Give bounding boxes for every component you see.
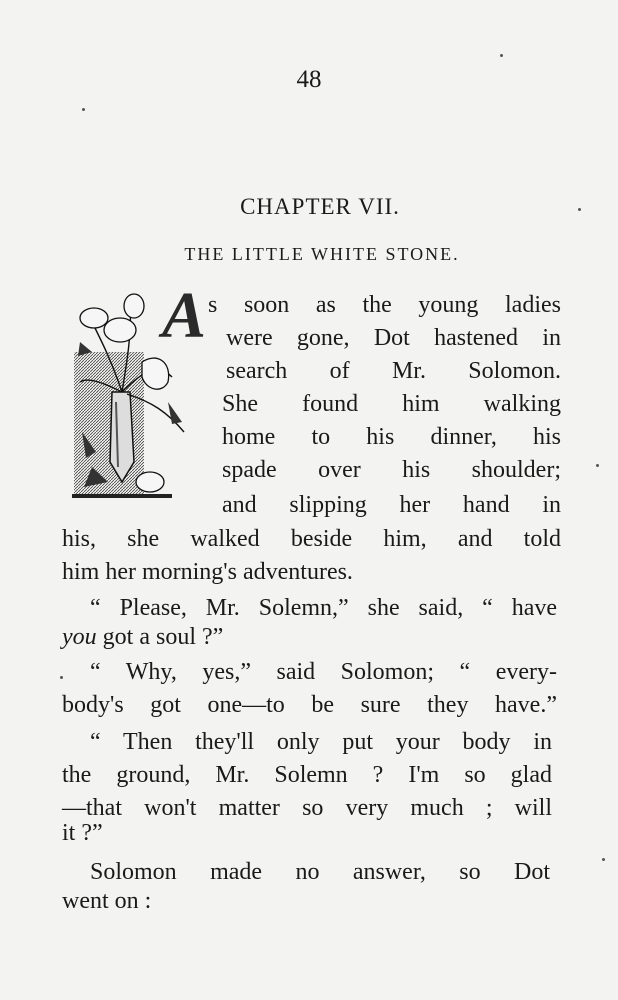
text-line: “ Then they'll only put your body in bbox=[90, 729, 552, 755]
text-line: “ Why, yes,” said Solomon; “ every- bbox=[90, 659, 557, 685]
print-speck bbox=[60, 676, 63, 679]
text-line: search of Mr. Solomon. bbox=[226, 358, 561, 384]
text-line: him her morning's adventures. bbox=[62, 559, 353, 585]
text-line: body's got one—to be sure they have.” bbox=[62, 692, 557, 718]
chapter-title: THE LITTLE WHITE STONE. bbox=[184, 244, 460, 264]
text-line bbox=[62, 622, 223, 652]
text-line: went on : bbox=[62, 888, 152, 914]
print-speck bbox=[602, 858, 605, 861]
text-line: and slipping her hand in bbox=[222, 492, 561, 518]
italic-word: you bbox=[62, 624, 97, 650]
text-line: his, she walked beside him, and told bbox=[62, 526, 561, 552]
text-line: Solomon made no answer, so Dot bbox=[90, 859, 550, 885]
text-line: “ Please, Mr. Solemn,” she said, “ have bbox=[90, 595, 557, 621]
chapter-heading: CHAPTER VII. bbox=[240, 194, 400, 219]
text-span: got a soul ?” bbox=[96, 624, 224, 650]
text-line: the ground, Mr. Solemn ? I'm so glad bbox=[62, 762, 552, 788]
print-speck bbox=[500, 54, 503, 57]
text-line: were gone, Dot hastened in bbox=[226, 325, 561, 351]
text-line: spade over his shoulder; bbox=[222, 457, 561, 483]
text-line: s soon as the young ladies bbox=[208, 292, 561, 318]
print-speck bbox=[596, 464, 599, 467]
drop-cap: A bbox=[161, 279, 207, 352]
text-line: home to his dinner, his bbox=[222, 424, 561, 450]
page-number: 48 bbox=[296, 66, 322, 93]
print-speck bbox=[578, 208, 581, 211]
text-line: it ?” bbox=[62, 820, 103, 846]
text-line: —that won't matter so very much ; will bbox=[62, 795, 552, 821]
print-speck bbox=[82, 108, 85, 111]
text-line: She found him walking bbox=[222, 391, 561, 417]
